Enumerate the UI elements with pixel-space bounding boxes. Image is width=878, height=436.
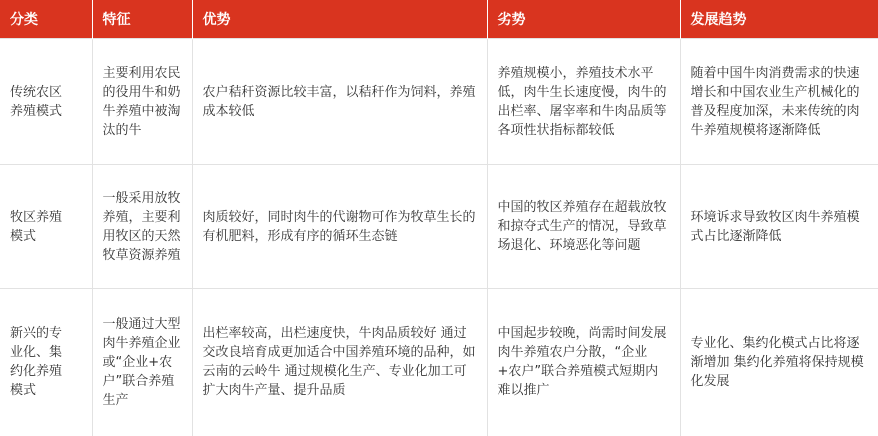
- header-trend: 发展趋势: [680, 0, 878, 39]
- advantage-cell: 肉质较好，同时肉牛的代谢物可作为牧草生长的有机肥料，形成有序的循环生态链: [192, 165, 487, 289]
- header-category: 分类: [0, 0, 92, 39]
- disadvantage-cell: 中国起步较晚，尚需时间发展 肉牛养殖农户分散，“企业+农户”联合养殖模式短期内难以推广: [487, 289, 680, 436]
- table-row: [0, 289, 878, 436]
- feature-cell: 主要利用农民的役用牛和奶牛养殖中被淘汰的牛: [92, 39, 192, 165]
- trend-cell: 环境诉求导致牧区肉牛养殖模式占比逐渐降低: [680, 165, 878, 289]
- category-cell: 传统农区 养殖模式: [0, 39, 92, 165]
- disadvantage-cell: 养殖规模小，养殖技术水平低，肉牛生长速度慢，肉牛的出栏率、屠宰率和牛肉品质等各项性状指标都较低: [487, 39, 680, 165]
- header-disadvantage: 劣势: [487, 0, 680, 39]
- category-cell: 新兴的专 业化、集 约化养殖 模式: [0, 289, 92, 436]
- advantage-cell: 农户秸秆资源比较丰富，以秸秆作为饲料，养殖成本较低: [192, 39, 487, 165]
- trend-cell: 专业化、集约化模式占比将逐渐增加 集约化养殖将保持规模化发展: [680, 289, 878, 436]
- feature-cell: 一般通过大型肉牛养殖企业或“企业+农户”联合养殖生产: [92, 289, 192, 436]
- table-row: [0, 39, 878, 165]
- header-advantage: 优势: [192, 0, 487, 39]
- header-feature: 特征: [92, 0, 192, 39]
- feature-cell: 一般采用放牧养殖，主要利用牧区的天然牧草资源养殖: [92, 165, 192, 289]
- advantage-cell: 出栏率较高，出栏速度快，牛肉品质较好 通过交改良培育成更加适合中国养殖环境的品种，如云南的云岭牛 通过规模化生产、专业化加工可扩大肉牛产量、提升品质: [192, 289, 487, 436]
- table-row: [0, 165, 878, 289]
- trend-cell: 随着中国牛肉消费需求的快速增长和中国农业生产机械化的普及程度加深，未来传统的肉牛养殖规模将逐渐降低: [680, 39, 878, 165]
- disadvantage-cell: 中国的牧区养殖存在超载放牧和掠夺式生产的情况，导致草场退化、环境恶化等问题: [487, 165, 680, 289]
- category-cell: 牧区养殖 模式: [0, 165, 92, 289]
- header-row: [0, 0, 878, 39]
